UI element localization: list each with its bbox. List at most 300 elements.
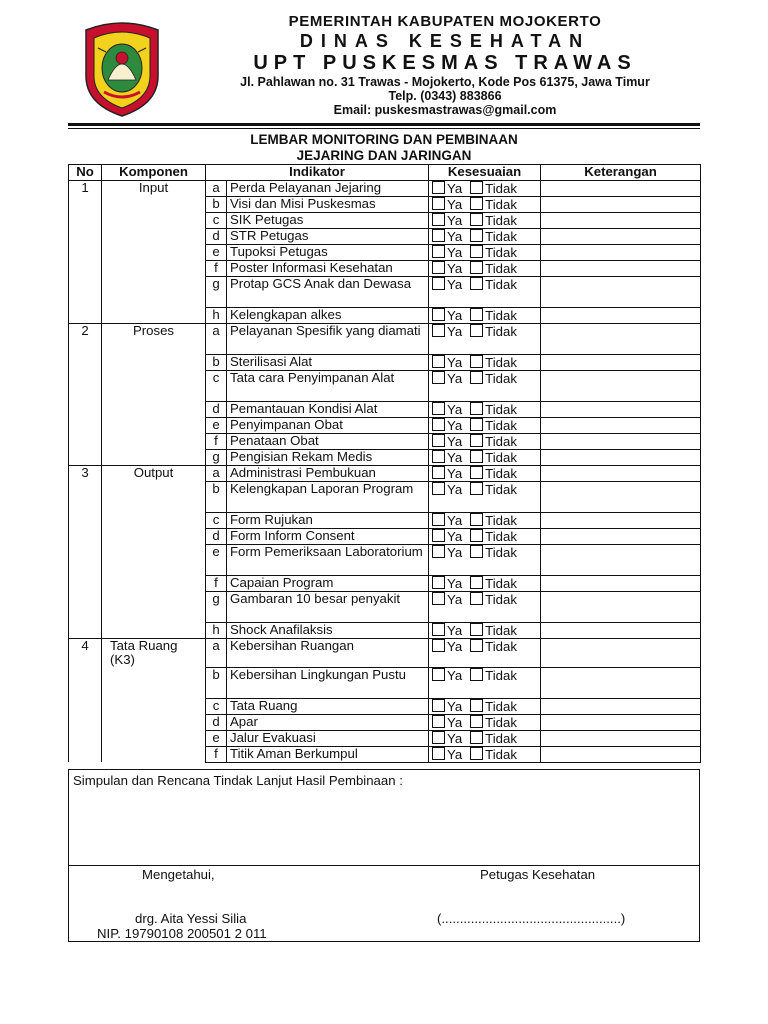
indicator-letter: e (206, 730, 227, 746)
kesesuaian-options (429, 623, 541, 639)
indicator-text: Tata cara Penyimpanan Alat (227, 371, 429, 402)
tidak-checkbox[interactable] (470, 747, 483, 760)
keterangan-cell[interactable] (541, 213, 701, 229)
kesesuaian-options (429, 213, 541, 229)
row-number (69, 529, 102, 545)
indicator-letter: d (206, 229, 227, 245)
tidak-label: Tidak (485, 513, 517, 528)
kesesuaian-options (429, 545, 541, 576)
component-name (102, 355, 206, 371)
tidak-checkbox[interactable] (470, 513, 483, 526)
tidak-label: Tidak (485, 623, 517, 638)
tidak-label: Tidak (485, 371, 517, 386)
kesesuaian-options (429, 355, 541, 371)
header-komponen: Komponen (102, 165, 206, 181)
conclusion-label: Simpulan dan Rencana Tindak Lanjut Hasil Pembinaan : (73, 773, 403, 788)
ya-checkbox[interactable] (432, 213, 445, 226)
indicator-text: Pelayanan Spesifik yang diamati (227, 324, 429, 355)
tidak-label: Tidak (485, 213, 517, 228)
table-row (69, 402, 701, 418)
indicator-text: Penataan Obat (227, 434, 429, 450)
indicator-letter: g (206, 592, 227, 623)
ya-label: Ya (447, 529, 463, 544)
tidak-label: Tidak (485, 529, 517, 544)
indicator-letter: f (206, 434, 227, 450)
tidak-label: Tidak (485, 545, 517, 560)
ya-checkbox[interactable] (432, 229, 445, 242)
tidak-label: Tidak (485, 714, 517, 730)
row-number (69, 545, 102, 576)
tidak-checkbox[interactable] (470, 355, 483, 368)
indicator-letter: h (206, 308, 227, 324)
table-row (69, 308, 701, 324)
keterangan-cell[interactable] (541, 639, 701, 668)
table-row (69, 261, 701, 277)
indicator-text: Tata Ruang (227, 698, 429, 714)
row-number (69, 623, 102, 639)
ya-checkbox[interactable] (432, 418, 445, 431)
row-number: 2 (69, 324, 102, 355)
tidak-checkbox[interactable] (470, 668, 483, 681)
row-number (69, 730, 102, 746)
indicator-text: Tupoksi Petugas (227, 245, 429, 261)
ya-checkbox[interactable] (432, 699, 445, 712)
tidak-label: Tidak (485, 482, 517, 497)
keterangan-cell[interactable] (541, 245, 701, 261)
ya-checkbox[interactable] (432, 715, 445, 728)
ya-label: Ya (447, 181, 463, 196)
keterangan-cell[interactable] (541, 418, 701, 434)
keterangan-cell[interactable] (541, 714, 701, 730)
organization-name: UPT PUSKESMAS TRAWAS (253, 52, 637, 74)
indicator-letter: b (206, 355, 227, 371)
indicator-letter: c (206, 513, 227, 529)
indicator-text: Shock Anafilaksis (227, 623, 429, 639)
ya-label: Ya (447, 576, 463, 591)
row-number (69, 197, 102, 213)
ya-label: Ya (447, 639, 463, 654)
row-number: 4 (69, 639, 102, 668)
row-number (69, 434, 102, 450)
ya-checkbox[interactable] (432, 371, 445, 384)
row-number (69, 667, 102, 698)
row-number (69, 277, 102, 308)
component-name (102, 698, 206, 714)
component-name (102, 545, 206, 576)
keterangan-cell[interactable] (541, 576, 701, 592)
indicator-letter: e (206, 545, 227, 576)
kesesuaian-options (429, 261, 541, 277)
indicator-letter: e (206, 418, 227, 434)
keterangan-cell[interactable] (541, 229, 701, 245)
table-row (69, 714, 701, 730)
component-name (102, 667, 206, 698)
table-row (69, 181, 701, 197)
kesesuaian-options (429, 576, 541, 592)
row-number (69, 746, 102, 762)
indicator-text: Pengisian Rekam Medis (227, 450, 429, 466)
keterangan-cell[interactable] (541, 698, 701, 714)
indicator-letter: g (206, 450, 227, 466)
indicator-letter: f (206, 261, 227, 277)
kesesuaian-options (429, 482, 541, 513)
ya-label: Ya (447, 261, 463, 276)
indicator-text: Perda Pelayanan Jejaring (227, 181, 429, 197)
table-row (69, 197, 701, 213)
row-number (69, 229, 102, 245)
indicator-text: Penyimpanan Obat (227, 418, 429, 434)
tidak-checkbox[interactable] (470, 576, 483, 589)
ya-label: Ya (447, 592, 463, 607)
approver-title: Mengetahui, (142, 867, 215, 882)
component-name (102, 730, 206, 746)
tidak-label: Tidak (485, 355, 517, 370)
row-number (69, 261, 102, 277)
indicator-text: Pemantauan Kondisi Alat (227, 402, 429, 418)
indicator-text: STR Petugas (227, 229, 429, 245)
indicator-text: Poster Informasi Kesehatan (227, 261, 429, 277)
indicator-letter: d (206, 529, 227, 545)
indicator-letter: f (206, 576, 227, 592)
indicator-text: Sterilisasi Alat (227, 355, 429, 371)
email: Email: puskesmastrawas@gmail.com (333, 103, 557, 117)
indicator-text: SIK Petugas (227, 213, 429, 229)
indicator-text: Protap GCS Anak dan Dewasa (227, 277, 429, 308)
keterangan-cell[interactable] (541, 450, 701, 466)
component-name (102, 402, 206, 418)
tidak-checkbox[interactable] (470, 623, 483, 636)
tidak-checkbox[interactable] (470, 482, 483, 495)
tidak-label: Tidak (485, 592, 517, 607)
kesesuaian-options (429, 371, 541, 402)
keterangan-cell[interactable] (541, 308, 701, 324)
keterangan-cell[interactable] (541, 324, 701, 355)
indicator-text: Form Rujukan (227, 513, 429, 529)
keterangan-cell[interactable] (541, 529, 701, 545)
table-row (69, 434, 701, 450)
tidak-checkbox[interactable] (470, 277, 483, 290)
indicator-text: Kebersihan Ruangan (227, 639, 429, 668)
component-name (102, 482, 206, 513)
approver-nip: NIP. 19790108 200501 2 011 (97, 926, 267, 941)
indicator-letter: c (206, 698, 227, 714)
component-name (102, 576, 206, 592)
tidak-checkbox[interactable] (470, 450, 483, 463)
ya-checkbox[interactable] (432, 324, 445, 337)
ya-checkbox[interactable] (432, 355, 445, 368)
tidak-label: Tidak (485, 698, 517, 714)
row-number (69, 450, 102, 466)
table-row (69, 355, 701, 371)
tidak-checkbox[interactable] (470, 418, 483, 431)
tidak-checkbox[interactable] (470, 308, 483, 321)
ya-label: Ya (447, 245, 463, 260)
table-row (69, 639, 701, 668)
ya-checkbox[interactable] (432, 668, 445, 681)
kesesuaian-options (429, 402, 541, 418)
keterangan-cell[interactable] (541, 277, 701, 308)
indicator-text: Kebersihan Lingkungan Pustu (227, 667, 429, 698)
keterangan-cell[interactable] (541, 592, 701, 623)
table-row (69, 418, 701, 434)
table-row (69, 592, 701, 623)
indicator-letter: a (206, 181, 227, 197)
ya-checkbox[interactable] (432, 576, 445, 589)
ya-label: Ya (447, 371, 463, 386)
tidak-checkbox[interactable] (470, 545, 483, 558)
table-row (69, 746, 701, 762)
ya-checkbox[interactable] (432, 308, 445, 321)
address: Jl. Pahlawan no. 31 Trawas - Mojokerto, Kode Pos 61375, Jawa Timur (240, 75, 650, 89)
tidak-checkbox[interactable] (470, 715, 483, 728)
tidak-label: Tidak (485, 466, 517, 481)
tidak-checkbox[interactable] (470, 529, 483, 542)
keterangan-cell[interactable] (541, 730, 701, 746)
keterangan-cell[interactable] (541, 371, 701, 402)
ya-checkbox[interactable] (432, 181, 445, 194)
officer-name-placeholder[interactable]: (.................................................) (437, 911, 626, 926)
tidak-checkbox[interactable] (470, 639, 483, 652)
table-header-row (69, 165, 701, 181)
component-name: Proses (102, 324, 206, 355)
tidak-label: Tidak (485, 181, 517, 196)
indicator-text: Apar (227, 714, 429, 730)
ya-label: Ya (447, 667, 463, 683)
tidak-checkbox[interactable] (470, 324, 483, 337)
row-number (69, 402, 102, 418)
component-name (102, 434, 206, 450)
keterangan-cell[interactable] (541, 545, 701, 576)
ya-checkbox[interactable] (432, 639, 445, 652)
indicator-text: Visi dan Misi Puskesmas (227, 197, 429, 213)
kesesuaian-options (429, 698, 541, 714)
table-row (69, 576, 701, 592)
kesesuaian-options (429, 513, 541, 529)
tidak-checkbox[interactable] (470, 229, 483, 242)
conclusion-box[interactable] (68, 769, 700, 866)
tidak-label: Tidak (485, 308, 517, 323)
kesesuaian-options (429, 181, 541, 197)
indicator-letter: c (206, 213, 227, 229)
row-number (69, 371, 102, 402)
ya-label: Ya (447, 545, 463, 560)
government-name: PEMERINTAH KABUPATEN MOJOKERTO (288, 13, 602, 30)
ya-checkbox[interactable] (432, 623, 445, 636)
tidak-label: Tidak (485, 450, 517, 465)
indicator-letter: f (206, 746, 227, 762)
indicator-letter: h (206, 623, 227, 639)
table-row (69, 513, 701, 529)
ya-checkbox[interactable] (432, 482, 445, 495)
component-name (102, 229, 206, 245)
ya-checkbox[interactable] (432, 592, 445, 605)
row-number (69, 592, 102, 623)
component-name (102, 529, 206, 545)
tidak-label: Tidak (485, 245, 517, 260)
header-indikator: Indikator (206, 165, 429, 181)
component-name (102, 714, 206, 730)
component-name (102, 418, 206, 434)
kesesuaian-options (429, 450, 541, 466)
tidak-label: Tidak (485, 277, 517, 292)
indicator-letter: g (206, 277, 227, 308)
component-name: Tata Ruang (K3) (102, 639, 206, 668)
header-keterangan: Keterangan (541, 165, 701, 181)
ya-label: Ya (447, 308, 463, 323)
component-name (102, 261, 206, 277)
component-name: Output (102, 466, 206, 482)
approver-name: drg. Aita Yessi Silia (135, 911, 247, 926)
document-title: LEMBAR MONITORING DAN PEMBINAAN (250, 132, 518, 147)
table-row (69, 482, 701, 513)
indicator-text: Capaian Program (227, 576, 429, 592)
keterangan-cell[interactable] (541, 513, 701, 529)
ya-label: Ya (447, 197, 463, 212)
keterangan-cell[interactable] (541, 197, 701, 213)
component-name (102, 623, 206, 639)
ya-checkbox[interactable] (432, 731, 445, 744)
kesesuaian-options (429, 418, 541, 434)
ya-checkbox[interactable] (432, 245, 445, 258)
indicator-text: Kelengkapan Laporan Program (227, 482, 429, 513)
keterangan-cell[interactable] (541, 261, 701, 277)
indicator-text: Jalur Evakuasi (227, 730, 429, 746)
tidak-label: Tidak (485, 434, 517, 449)
kesesuaian-options (429, 245, 541, 261)
tidak-label: Tidak (485, 746, 517, 762)
indicator-letter: b (206, 482, 227, 513)
ya-label: Ya (447, 513, 463, 528)
ya-checkbox[interactable] (432, 450, 445, 463)
indicator-text: Kelengkapan alkes (227, 308, 429, 324)
row-number (69, 714, 102, 730)
ya-label: Ya (447, 229, 463, 244)
component-name (102, 513, 206, 529)
department-name: DINAS KESEHATAN (299, 31, 591, 51)
indicator-letter: b (206, 667, 227, 698)
ya-label: Ya (447, 698, 463, 714)
keterangan-cell[interactable] (541, 667, 701, 698)
tidak-checkbox[interactable] (470, 261, 483, 274)
keterangan-cell[interactable] (541, 402, 701, 418)
row-number: 1 (69, 181, 102, 197)
row-number (69, 418, 102, 434)
component-name (102, 746, 206, 762)
tidak-checkbox[interactable] (470, 699, 483, 712)
keterangan-cell[interactable] (541, 482, 701, 513)
keterangan-cell[interactable] (541, 181, 701, 197)
table-row (69, 245, 701, 261)
row-number (69, 213, 102, 229)
regency-coat-of-arms-logo (78, 18, 166, 118)
keterangan-cell[interactable] (541, 466, 701, 482)
ya-label: Ya (447, 623, 463, 638)
ya-label: Ya (447, 213, 463, 228)
component-name (102, 450, 206, 466)
component-name (102, 592, 206, 623)
component-name (102, 371, 206, 402)
ya-checkbox[interactable] (432, 747, 445, 760)
tidak-checkbox[interactable] (470, 181, 483, 194)
tidak-checkbox[interactable] (470, 213, 483, 226)
kesesuaian-options (429, 529, 541, 545)
tidak-checkbox[interactable] (470, 402, 483, 415)
table-row (69, 277, 701, 308)
tidak-checkbox[interactable] (470, 466, 483, 479)
keterangan-cell[interactable] (541, 623, 701, 639)
ya-checkbox[interactable] (432, 402, 445, 415)
indicator-letter: a (206, 466, 227, 482)
row-number (69, 355, 102, 371)
component-name (102, 213, 206, 229)
header-divider-thick (68, 123, 700, 126)
indicator-text: Titik Aman Berkumpul (227, 746, 429, 762)
ya-checkbox[interactable] (432, 513, 445, 526)
keterangan-cell[interactable] (541, 355, 701, 371)
ya-label: Ya (447, 402, 463, 417)
table-row (69, 466, 701, 482)
ya-label: Ya (447, 324, 463, 339)
keterangan-cell[interactable] (541, 434, 701, 450)
tidak-checkbox[interactable] (470, 371, 483, 384)
table-row (69, 667, 701, 698)
tidak-label: Tidak (485, 639, 517, 654)
table-row (69, 229, 701, 245)
tidak-checkbox[interactable] (470, 731, 483, 744)
ya-checkbox[interactable] (432, 434, 445, 447)
kesesuaian-options (429, 229, 541, 245)
table-row (69, 623, 701, 639)
ya-label: Ya (447, 482, 463, 497)
table-row (69, 545, 701, 576)
row-number (69, 513, 102, 529)
ya-label: Ya (447, 355, 463, 370)
header-kesesuaian: Kesesuaian (429, 165, 541, 181)
tidak-label: Tidak (485, 667, 517, 683)
signature-box (68, 865, 700, 942)
tidak-label: Tidak (485, 324, 517, 339)
ya-checkbox[interactable] (432, 466, 445, 479)
tidak-checkbox[interactable] (470, 245, 483, 258)
kesesuaian-options (429, 714, 541, 730)
tidak-label: Tidak (485, 197, 517, 212)
telephone: Telp. (0343) 883866 (388, 89, 502, 103)
kesesuaian-options (429, 667, 541, 698)
kesesuaian-options (429, 434, 541, 450)
ya-checkbox[interactable] (432, 529, 445, 542)
officer-title: Petugas Kesehatan (480, 867, 596, 882)
table-row (69, 529, 701, 545)
indicator-text: Gambaran 10 besar penyakit (227, 592, 429, 623)
ya-label: Ya (447, 277, 463, 292)
tidak-checkbox[interactable] (470, 434, 483, 447)
ya-label: Ya (447, 746, 463, 762)
tidak-checkbox[interactable] (470, 592, 483, 605)
indicator-letter: d (206, 402, 227, 418)
indicator-letter: d (206, 714, 227, 730)
ya-checkbox[interactable] (432, 545, 445, 558)
keterangan-cell[interactable] (541, 746, 701, 762)
document-subtitle: JEJARING DAN JARINGAN (296, 148, 472, 163)
component-name (102, 277, 206, 308)
component-name: Input (102, 181, 206, 197)
ya-checkbox[interactable] (432, 261, 445, 274)
ya-checkbox[interactable] (432, 277, 445, 290)
tidak-checkbox[interactable] (470, 197, 483, 210)
table-row (69, 324, 701, 355)
kesesuaian-options (429, 730, 541, 746)
ya-checkbox[interactable] (432, 197, 445, 210)
